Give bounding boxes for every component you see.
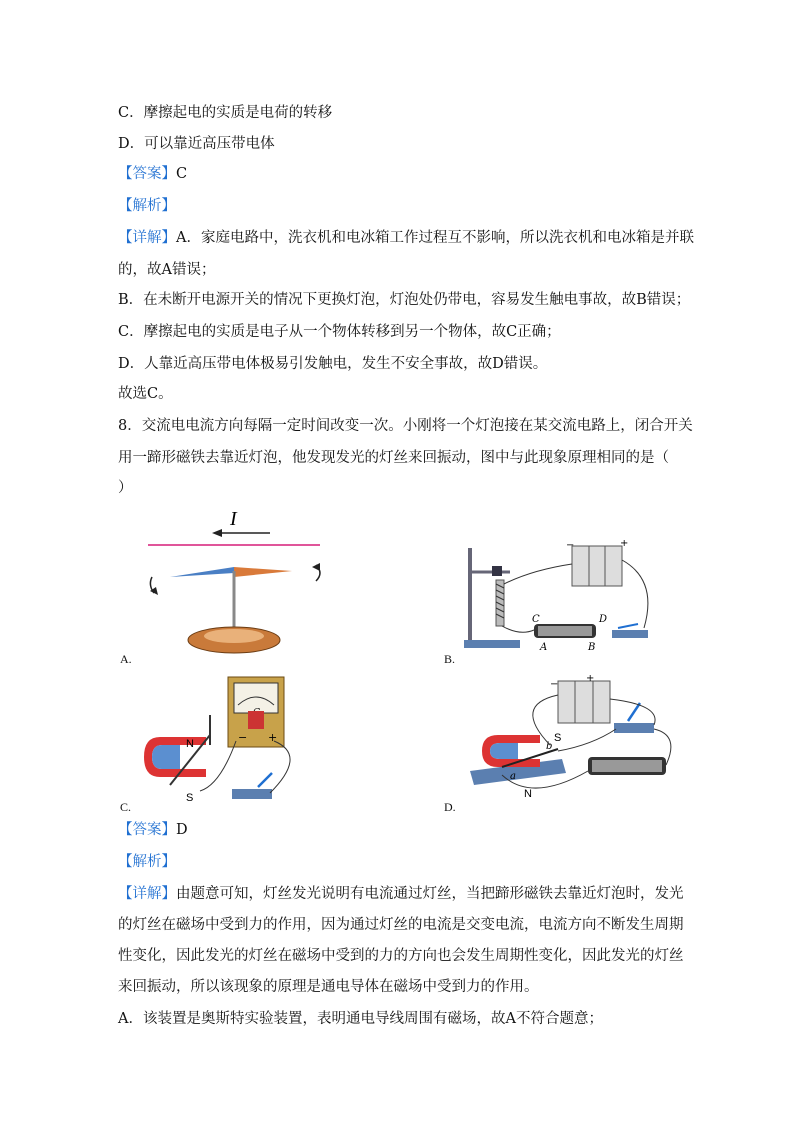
figure-d bbox=[462, 675, 682, 805]
answer-1 bbox=[118, 164, 187, 184]
detail-tag: 【详解】 bbox=[118, 886, 176, 902]
battery-plus: + bbox=[586, 675, 595, 684]
switch-lever[interactable] bbox=[628, 703, 640, 721]
answer-tag: 【答案】 bbox=[118, 822, 176, 838]
stand-clamp bbox=[492, 566, 502, 576]
rheostat-coil bbox=[592, 760, 662, 772]
detail-1-a2: 的，故A错误； bbox=[118, 262, 216, 278]
analysis-1: 【解析】 bbox=[118, 198, 176, 214]
option-d: D．可以靠近高压带电体 bbox=[118, 136, 275, 152]
wire-3 bbox=[502, 626, 534, 632]
switch-base bbox=[612, 630, 648, 638]
question-8-line3: ） bbox=[118, 480, 133, 496]
answer-value: C bbox=[176, 166, 188, 182]
question-8-line1: 8．交流电电流方向每隔一定时间改变一次。小刚将一个灯泡接在某交流电路上，闭合开关 bbox=[118, 418, 693, 434]
wire-1 bbox=[504, 564, 572, 584]
detail-2-4: 来回振动，所以该现象的原理是通电导体在磁场中受到力的作用。 bbox=[118, 979, 539, 995]
figure-a bbox=[130, 505, 360, 655]
figure-d-label: D. bbox=[444, 800, 456, 814]
detail-2-a: A．该装置是奥斯特实验装置，表明通电导线周围有磁场，故A不符合题意； bbox=[118, 1011, 603, 1027]
battery-minus: − bbox=[566, 540, 575, 551]
battery-minus: − bbox=[550, 679, 559, 690]
figure-c bbox=[140, 675, 320, 805]
choose-1: 故选C。 bbox=[118, 386, 173, 402]
switch-lever[interactable] bbox=[258, 773, 272, 787]
figure-a-label: A. bbox=[120, 652, 132, 666]
detail-text: A．家庭电路中，洗衣机和电冰箱工作过程互不影响，所以洗衣机和电冰箱是并联 bbox=[176, 230, 694, 246]
terminal-c: C bbox=[532, 614, 540, 625]
figure-b-label: B. bbox=[444, 652, 456, 666]
switch-base bbox=[614, 723, 654, 733]
galvanometer-minus: − bbox=[238, 731, 248, 744]
detail-2-1 bbox=[118, 884, 684, 904]
detail-2-3: 性变化，因此发光的灯丝在磁场中受到的力的方向也会发生周期性变化，因此发光的灯丝 bbox=[118, 948, 684, 964]
option-c: C．摩擦起电的实质是电荷的转移 bbox=[118, 105, 333, 121]
galvanometer-magnet bbox=[248, 711, 264, 729]
detail-1-d: D．人靠近高压带电体极易引发触电，发生不安全事故，故D错误。 bbox=[118, 356, 548, 372]
wire-3 bbox=[558, 729, 616, 751]
battery-pack bbox=[572, 546, 622, 586]
stand-base-top bbox=[204, 629, 264, 643]
battery-pack bbox=[558, 681, 610, 723]
detail-2-2: 的灯丝在磁场中受到力的作用，因为通过灯丝的电流是交变电流，电流方向不断发生周期 bbox=[118, 917, 684, 933]
detail-1-b: B．在未断开电源开关的情况下更换灯泡，灯泡处仍带电，容易发生触电事故，故B错误； bbox=[118, 292, 691, 308]
analysis-2: 【解析】 bbox=[118, 854, 176, 870]
question-8-line2: 用一蹄形磁铁去靠近灯泡，他发现发光的灯丝来回振动，图中与此现象原理相同的是（ bbox=[118, 450, 669, 466]
answer-2 bbox=[118, 820, 188, 840]
compass-needle-n bbox=[170, 567, 234, 577]
terminal-a: A bbox=[540, 642, 548, 653]
current-label: I bbox=[230, 508, 237, 530]
terminal-b: B bbox=[588, 642, 596, 653]
wire-right bbox=[270, 741, 290, 793]
detail-tag: 【详解】 bbox=[118, 230, 176, 246]
horseshoe-magnet-s bbox=[152, 745, 180, 769]
detail-1-a bbox=[118, 228, 694, 248]
figure-c-label: C. bbox=[120, 800, 132, 814]
point-a: a bbox=[510, 771, 516, 782]
terminal-d: D bbox=[599, 614, 608, 625]
magnet-s-label: S bbox=[554, 732, 562, 744]
figure-b bbox=[462, 540, 662, 660]
stand-pole bbox=[468, 548, 472, 644]
wire-left bbox=[200, 741, 236, 791]
answer-value: D bbox=[176, 822, 188, 838]
point-b: b bbox=[546, 741, 553, 752]
wire-2 bbox=[622, 560, 648, 628]
rheostat-coil bbox=[538, 626, 592, 636]
magnet-n-label: N bbox=[186, 738, 194, 750]
horseshoe-magnet-blue bbox=[490, 743, 518, 759]
switch-base bbox=[232, 789, 272, 799]
battery-plus: + bbox=[620, 540, 629, 549]
current-arrowhead bbox=[212, 529, 222, 537]
galvanometer-plus: + bbox=[268, 731, 278, 744]
magnet-s-label: S bbox=[186, 792, 194, 804]
rotate-right-arrowhead bbox=[312, 563, 320, 571]
magnet-n-label: N bbox=[524, 788, 532, 800]
detail-1-c: C．摩擦起电的实质是电子从一个物体转移到另一个物体，故C正确； bbox=[118, 324, 561, 340]
compass-needle-s bbox=[234, 567, 292, 577]
switch-lever[interactable] bbox=[618, 624, 638, 628]
stand-base bbox=[464, 640, 520, 648]
detail-text: 由题意可知，灯丝发光说明有电流通过灯丝，当把蹄形磁铁去靠近灯泡时，发光 bbox=[176, 886, 684, 902]
answer-tag: 【答案】 bbox=[118, 166, 176, 182]
